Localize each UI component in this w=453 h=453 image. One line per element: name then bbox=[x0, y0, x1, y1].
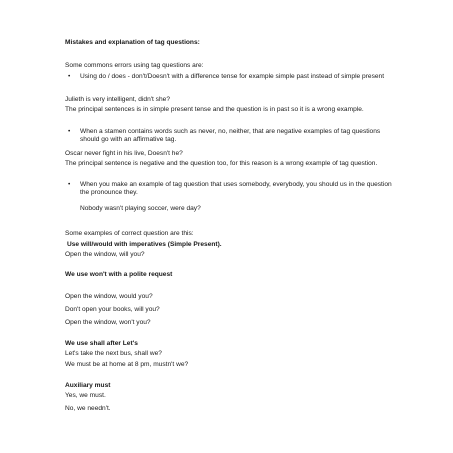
bullet-text-3: When you make an example of tag question that uses somebody, everybody, you should us in the question the pronounce they. bbox=[80, 181, 392, 196]
heading-auxiliary: Auxiliary must bbox=[65, 382, 111, 389]
bullet-text-2: When a stamen contains words such as never, no, neither, that are negative examples of tag questions should go with an affirmative tag. bbox=[80, 128, 381, 143]
correct-examples-intro: Some examples of correct question are this: bbox=[65, 230, 194, 237]
shall-example-1: Let's take the next bus, shall we? bbox=[65, 350, 162, 357]
wont-example-2: Don't open your books, will you? bbox=[65, 306, 160, 313]
explanation-text-2: The principal sentence is negative and the question too, for this reason is a wrong example of tag question. bbox=[65, 160, 378, 167]
shall-example-2: We must be at home at 8 pm, mustn't we? bbox=[65, 361, 189, 368]
bullet-icon: • bbox=[68, 181, 71, 188]
example-text-1: Julieth is very intelligent, didn't she? bbox=[65, 96, 170, 103]
heading-will: Use will/would with imperatives (Simple Present). bbox=[67, 241, 222, 248]
explanation-text-1: The principal sentences is in simple present tense and the question is in past so it is a wrong example. bbox=[65, 106, 364, 113]
auxiliary-example-2: No, we needn't. bbox=[65, 405, 111, 412]
bullet-icon: • bbox=[68, 128, 71, 135]
wont-example-3: Open the window, won't you? bbox=[65, 319, 151, 326]
auxiliary-example-1: Yes, we must. bbox=[65, 392, 106, 399]
example-text-3: Nobody wasn't playing soccer, were day? bbox=[80, 205, 201, 212]
bullet-text-1: Using do / does - don't/Doesn't with a difference tense for example simple past instead of simple present bbox=[80, 73, 385, 80]
example-text-2: Oscar never fight in his live, Doesn't he? bbox=[65, 150, 183, 157]
document-title: Mistakes and explanation of tag questions: bbox=[65, 39, 200, 46]
bullet-icon: • bbox=[68, 73, 71, 80]
will-example-1: Open the window, will you? bbox=[65, 251, 145, 258]
heading-shall: We use shall after Let's bbox=[65, 340, 138, 347]
wont-example-1: Open the window, would you? bbox=[65, 293, 153, 300]
heading-wont: We use won't with a polite request bbox=[65, 271, 173, 278]
intro-text: Some commons errors using tag questions are: bbox=[65, 62, 204, 69]
